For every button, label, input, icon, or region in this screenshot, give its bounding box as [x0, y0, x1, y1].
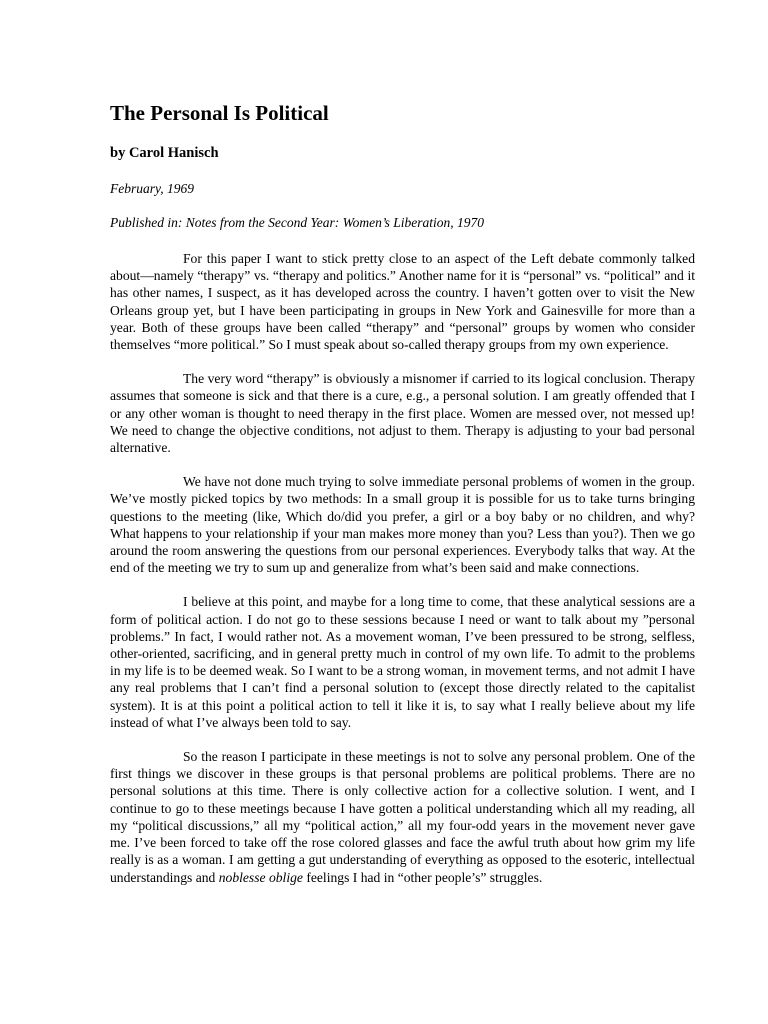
body-paragraph-last — [110, 748, 695, 886]
document-title: The Personal Is Political — [110, 101, 329, 125]
paragraph-text: So the reason I participate in these meetings is not to solve any personal problem. One of the first things we discover in these groups is that personal problems are political problems. There are no personal solutions at this time. There is only collective action for a collective solution. I went, and I continue to go to these meetings because I have gotten a political understanding which all my reading, all my “political discussions,” all my “political action,” all my four-odd years in the movement never gave me. I’ve been forced to take off the rose colored glasses and face the awful truth about how grim my life really is as a woman. I am getting a gut understanding of everything as opposed to the esoteric, intellectual understandings and — [110, 749, 695, 885]
body-paragraph: We have not done much trying to solve immediate personal problems of women in the group. We’ve mostly picked topics by two methods: In a small group it is possible for us to take turns bringing questions to the meeting (like, Which do/did you prefer, a girl or a boy baby or no children, and why? What happens to your relationship if your man makes more money than you? Less than you?). Then we go around the room answering the questions from our personal experiences. Everybody talks that way. At the end of the meeting we try to sum up and generalize from what’s been said and make connections. — [110, 474, 695, 576]
body-paragraph: I believe at this point, and maybe for a long time to come, that these analytical sessions are a form of political action. I do not go to these sessions because I need or want to talk about my ”personal problems.” In fact, I would rather not. As a movement woman, I’ve been pressured to be strong, selfless, other-oriented, sacrificing, and in general pretty much in control of my own life. To admit to the problems in my life is to be deemed weak. So I want to be a strong woman, in movement terms, and not admit I have any real problems that I can’t find a personal solution to (except those directly related to the capitalist system). It is at this point a political action to tell it like it is, to say what I really believe about my life instead of what I’ve always been told to say. — [110, 594, 695, 730]
paragraph-text: feelings I had in “other people’s” struggles. — [302, 869, 543, 885]
body-paragraph: For this paper I want to stick pretty close to an aspect of the Left debate commonly talked about—namely “therapy” vs. “therapy and politics.” Another name for it is “personal” vs. “political” and it has other names, I suspect, as it has developed across the country. I haven’t gotten over to visit the New Orleans group yet, but I have been participating in groups in New York and Gainesville for more than a year. Both of these groups have been called “therapy” and “personal” groups by women who consider themselves “more political.” So I must speak about so-called therapy groups from my own experience. — [110, 251, 695, 353]
body-paragraph: The very word “therapy” is obviously a misnomer if carried to its logical conclusion. Therapy assumes that someone is sick and that there is a cure, e.g., a personal solution. I am greatly offended that I or any other woman is thought to need therapy in the first place. Women are messed over, not messed up! We need to change the objective conditions, not adjust to them. Therapy is adjusting to your bad personal alternative. — [110, 371, 695, 456]
author-byline: by Carol Hanisch — [110, 145, 219, 161]
italic-phrase: noblesse oblige — [218, 869, 303, 885]
publication-date: February, 1969 — [110, 181, 194, 196]
publication-source: Published in: Notes from the Second Year: Women’s Liberation, 1970 — [110, 215, 484, 230]
document-page — [110, 100, 695, 903]
